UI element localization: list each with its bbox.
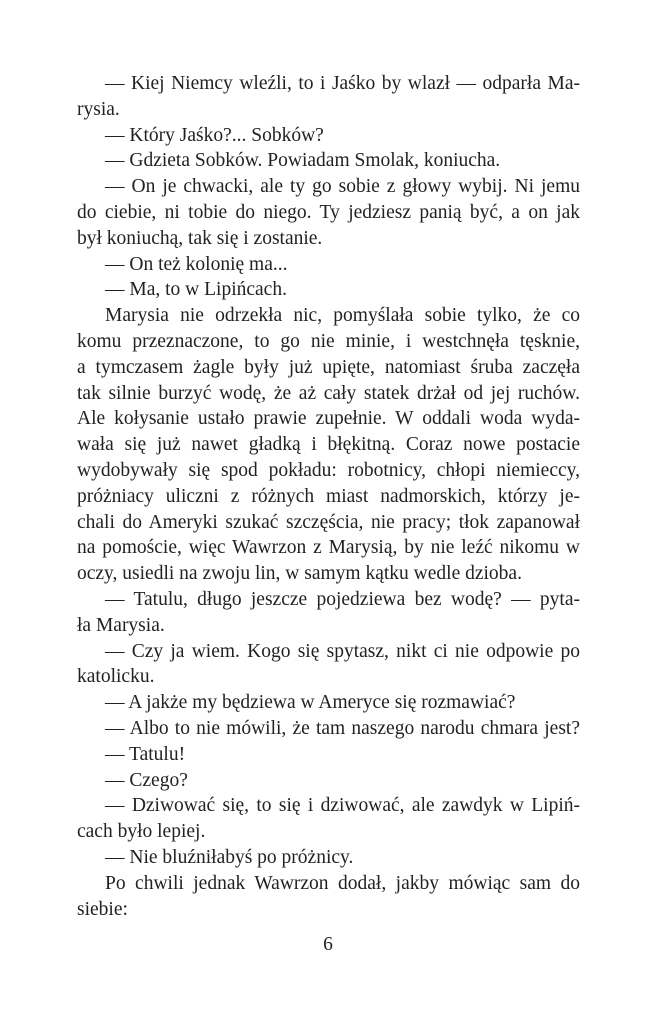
text-line: chali do Ameryki szukać szczęścia, nie pracy; tłok zapanował bbox=[77, 511, 580, 533]
text-line: próżniacy uliczni z różnych miast nadmorskich, którzy je- bbox=[77, 485, 580, 507]
text-line: — Gdzieta Sobków. Powiadam Smolak, koniucha. bbox=[105, 150, 501, 172]
text-line: — Tatulu! bbox=[105, 743, 186, 765]
page-body-text bbox=[77, 71, 580, 922]
text-line: rysia. bbox=[77, 98, 120, 120]
text-line: — A jakże my będziewa w Ameryce się rozmawiać? bbox=[105, 692, 516, 714]
text-line: — Dziwować się, to się i dziwować, ale zawdyk w Lipiń- bbox=[105, 795, 580, 817]
text-line: — Czego? bbox=[105, 769, 188, 791]
text-line: wydobywały się spod pokładu: robotnicy, chłopi niemieccy, bbox=[77, 459, 580, 481]
text-line: — Albo to nie mówili, że tam naszego narodu chmara jest? bbox=[105, 717, 580, 739]
text-line: cach było lepiej. bbox=[77, 821, 206, 843]
text-line: oczy, usiedli na zwoju lin, w samym kątku wedle dzioba. bbox=[77, 563, 522, 585]
text-line: na pomoście, więc Wawrzon z Marysią, by nie leźć nikomu w bbox=[77, 537, 580, 559]
text-line: — Nie bluźniłabyś po próżnicy. bbox=[105, 846, 354, 868]
text-line: siebie: bbox=[77, 898, 128, 920]
text-line: Ale kołysanie ustało prawie zupełnie. W oddali woda wyda- bbox=[77, 408, 580, 430]
page-number: 6 bbox=[323, 934, 333, 955]
text-line: — Kiej Niemcy wleźli, to i Jaśko by wlazł — odparła Ma- bbox=[105, 73, 580, 94]
text-line: — Ma, to w Lipińcach. bbox=[105, 279, 287, 301]
text-line: do ciebie, ni tobie do niego. Ty jedziesz panią być, a on jak bbox=[77, 201, 580, 223]
text-line: wała się już nawet gładką i błękitną. Coraz nowe postacie bbox=[77, 434, 580, 456]
text-line: — On też kolonię ma... bbox=[105, 253, 288, 275]
text-line: tak silnie burzyć wodę, że aż cały statek drżał od jej ruchów. bbox=[77, 382, 580, 404]
text-line: komu przeznaczone, to go nie minie, i westchnęła tęsknie, bbox=[77, 330, 580, 352]
text-line: Marysia nie odrzekła nic, pomyślała sobie tylko, że co bbox=[105, 305, 580, 327]
text-line: katolicku. bbox=[77, 666, 155, 688]
text-line: Po chwili jednak Wawrzon dodał, jakby mówiąc sam do bbox=[105, 872, 580, 894]
text-line: a tymczasem żagle były już upięte, natomiast śruba zaczęła bbox=[77, 356, 580, 378]
text-line: ła Marysia. bbox=[77, 614, 165, 636]
text-line: był koniuchą, tak się i zostanie. bbox=[77, 227, 323, 249]
text-line: — Czy ja wiem. Kogo się spytasz, nikt ci nie odpowie po bbox=[105, 640, 580, 662]
text-line: — Tatulu, długo jeszcze pojedziewa bez wodę? — pyta- bbox=[105, 588, 580, 610]
text-line: — Który Jaśko?... Sobków? bbox=[105, 124, 324, 146]
text-line: — On je chwacki, ale ty go sobie z głowy wybij. Ni jemu bbox=[105, 176, 580, 198]
